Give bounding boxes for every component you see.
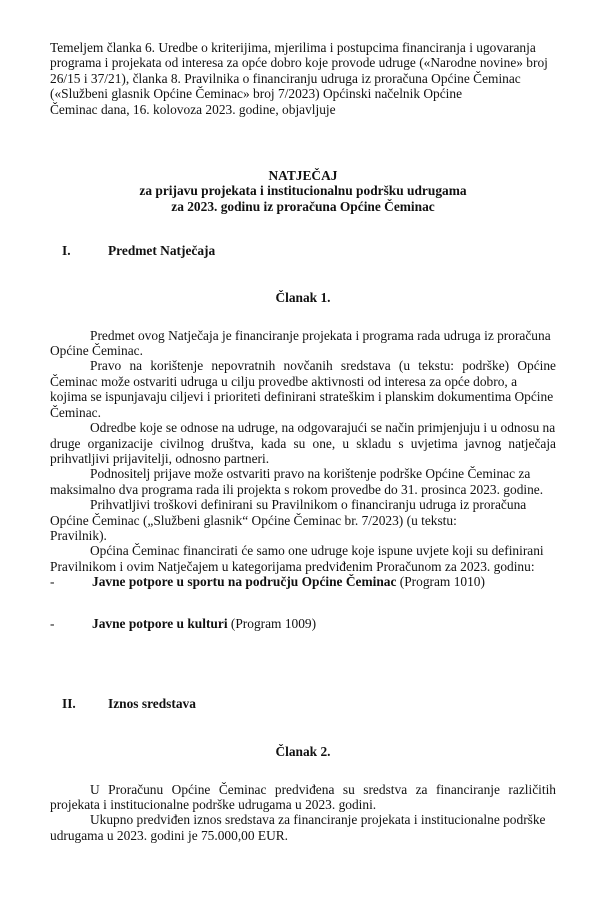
document-page <box>50 40 556 843</box>
section-heading <box>50 696 556 712</box>
section-heading <box>50 243 556 259</box>
paragraph-line: kojima se ispunjavaju ciljevi i prioriteti definirani strateškim i planskim dokumentima Općine <box>50 389 554 405</box>
paragraph-line: Prihvatljivi troškovi definirani su Pravilnikom o financiranju udruga iz proračuna <box>90 497 527 513</box>
paragraph-line: U Proračunu Općine Čeminac predviđena su sredstva za financiranje različitih <box>90 781 556 797</box>
paragraph-line: Predmet ovog Natječaja je financiranje projekata i programa rada udruga iz proračuna <box>90 327 551 343</box>
paragraph-line: Pravilnikom i ovim Natječajem u kategorijama predviđenim Proračunom za 2023. godinu: <box>50 558 535 574</box>
preamble-line: Temeljem članka 6. Uredbe o kriterijima, mjerilima i postupcima financiranja i ugovaranja <box>50 40 536 55</box>
program-code: (Program 1009) <box>227 616 317 632</box>
paragraph-line: Čeminac može ostvariti udruga u cilju provedbe aktivnosti od interesa za opće dobro, a <box>50 373 518 389</box>
section-title: Iznos sredstava <box>108 696 196 712</box>
program-list-item <box>50 616 556 632</box>
paragraph-line: udrugama u 2023. godini je 75.000,00 EUR. <box>50 827 289 843</box>
program-name: Javne potpore u sportu na području Općine Čeminac <box>92 574 397 590</box>
dash-bullet-icon: - <box>50 616 55 632</box>
section-number: II. <box>62 696 76 712</box>
program-code: (Program 1010) <box>396 574 485 590</box>
preamble-line: («Službeni glasnik Općine Čeminac» broj 7/2023) Općinski načelnik Općine <box>50 86 463 102</box>
article-heading: Članak 2. <box>275 744 331 760</box>
section-title: Predmet Natječaja <box>108 243 216 259</box>
paragraph-line: projekata i institucionalne podrške udrugama u 2023. godini. <box>50 796 377 812</box>
document-subtitle: za prijavu projekata i institucionalnu podršku udrugama <box>139 183 467 199</box>
document-subtitle: za 2023. godinu iz proračuna Općine Čeminac <box>171 198 435 214</box>
paragraph-line: druge organizacije civilnog društva, kada su one, u skladu s uvjetima javnog natječaja <box>50 435 556 451</box>
preamble-line: Čeminac dana, 16. kolovoza 2023. godine, objavljuje <box>50 101 336 117</box>
paragraph-line: prihvatljivi prijavitelji, odnosno partneri. <box>50 450 270 466</box>
program-name: Javne potpore u kulturi <box>92 616 228 632</box>
paragraph-line: Čeminac. <box>50 404 101 420</box>
document-title: NATJEČAJ <box>268 168 338 184</box>
paragraph-line: Pravo na korištenje nepovratnih novčanih sredstava (u tekstu: podrške) Općine <box>90 358 556 374</box>
paragraph-line: Podnositelj prijave može ostvariti pravo na korištenje podrške Općine Čeminac za <box>90 466 531 482</box>
paragraph-line: Općine Čeminac („Službeni glasnik“ Općine Čeminac br. 7/2023) (u tekstu: <box>50 512 457 528</box>
document-title-block <box>50 168 556 214</box>
article-body <box>50 782 556 844</box>
paragraph-line: Pravilnik). <box>50 527 107 543</box>
paragraph-line: maksimalno dva programa rada ili projekta s rokom provedbe do 31. prosinca 2023. godine. <box>50 481 544 497</box>
program-list-item <box>50 574 556 590</box>
paragraph-line: Općine Čeminac. <box>50 343 143 359</box>
section-number: I. <box>62 243 71 259</box>
preamble-line: programa i projekata od interesa za opće dobro koje provode udruge («Narodne novine» broj <box>50 55 548 71</box>
paragraph-line: Odredbe koje se odnose na udruge, na odgovarajući se način primjenjuju i u odnosu na <box>90 420 556 436</box>
paragraph-line: Ukupno predviđen iznos sredstava za financiranje projekata i institucionalne podrške <box>90 812 546 828</box>
preamble-line: 26/15 i 37/21), članka 8. Pravilnika o financiranju udruga iz proračuna Općine Čeminac <box>50 70 521 86</box>
article-body <box>50 328 556 575</box>
paragraph-line: Općina Čeminac financirati će samo one udruge koje ispune uvjete koji su definirani <box>90 543 544 559</box>
article-heading: Članak 1. <box>275 290 331 306</box>
preamble <box>50 40 556 117</box>
dash-bullet-icon: - <box>50 574 55 590</box>
